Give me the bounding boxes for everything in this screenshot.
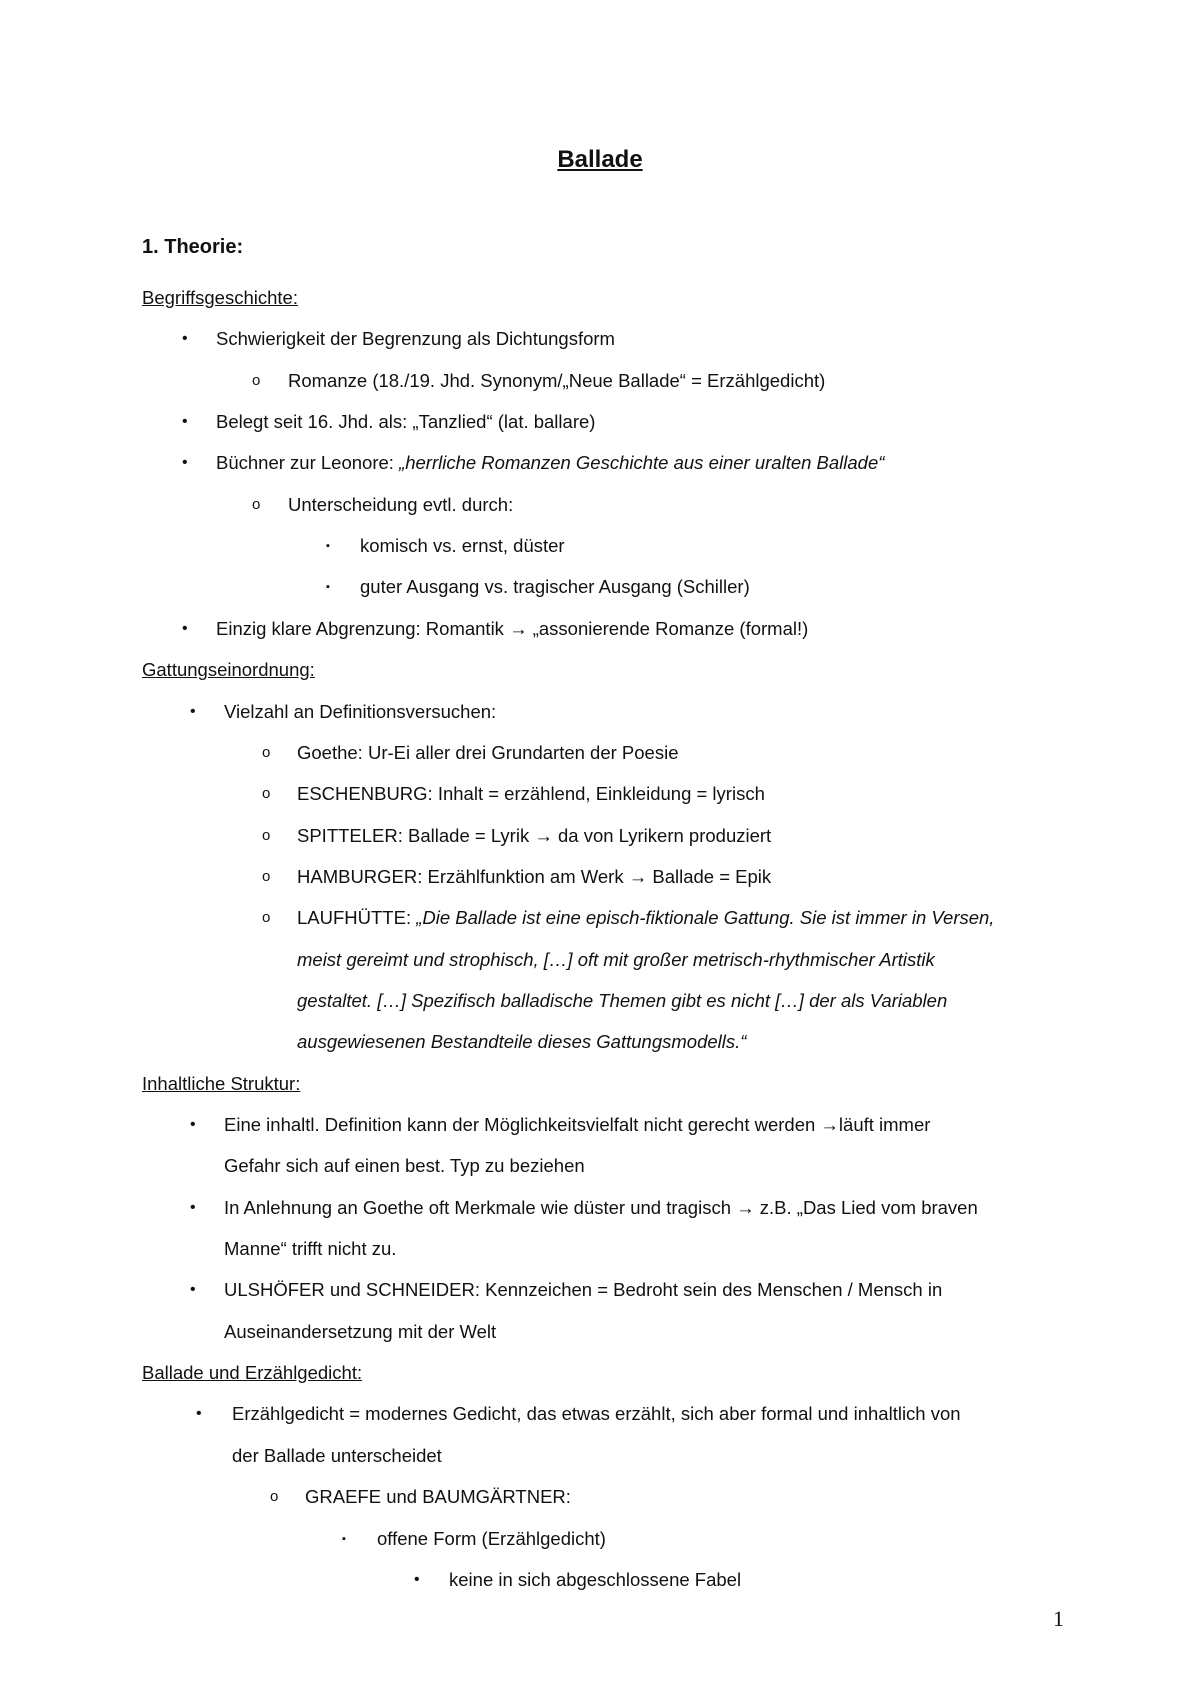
list-item-text: Erzählgedicht = modernes Gedicht, das etwas erzählt, sich aber formal und inhaltlich von: [232, 1403, 961, 1424]
list-item-text: Belegt seit 16. Jhd. als: „Tanzlied“ (lat. ballare): [216, 411, 596, 432]
list-item-text: keine in sich abgeschlossene Fabel: [449, 1569, 742, 1590]
list-bullet-icon: o: [252, 372, 261, 389]
list-item-text: Einzig klare Abgrenzung: Romantik → „assonierende Romanze (formal!): [216, 618, 809, 639]
list-bullet-icon: o: [262, 785, 271, 802]
list-item-text: komisch vs. ernst, düster: [360, 535, 565, 556]
quotation-text: „Die Ballade ist eine episch-fiktionale Gattung. Sie ist immer in Versen,: [416, 907, 995, 928]
list-item: [360, 534, 565, 558]
list-item: [224, 700, 496, 724]
list-item: [360, 575, 750, 599]
list-item-text: GRAEFE und BAUMGÄRTNER:: [305, 1486, 571, 1507]
list-item-text: der Ballade unterscheidet: [232, 1445, 442, 1466]
list-bullet-icon: o: [252, 496, 261, 513]
list-item-text: In Anlehnung an Goethe oft Merkmale wie düster und tragisch → z.B. „Das Lied vom braven: [224, 1197, 978, 1218]
list-bullet-icon: ▪: [326, 581, 330, 593]
subheading: [142, 1361, 362, 1385]
list-item-text: Ballade und Erzählgedicht:: [142, 1362, 363, 1383]
list-item: [297, 989, 947, 1013]
list-item: [232, 1402, 961, 1426]
list-item: [224, 1278, 942, 1302]
list-bullet-icon: o: [262, 868, 271, 885]
list-bullet-icon: o: [262, 827, 271, 844]
quotation-text: ausgewiesenen Bestandteile dieses Gattungsmodells.“: [297, 1031, 747, 1052]
list-item: [216, 451, 884, 475]
list-item-text: Auseinandersetzung mit der Welt: [224, 1321, 497, 1342]
list-bullet-icon: •: [182, 413, 188, 430]
list-item-text: Vielzahl an Definitionsversuchen:: [224, 701, 497, 722]
subheading: [142, 658, 315, 682]
list-item-text: Schwierigkeit der Begrenzung als Dichtungsform: [216, 328, 615, 349]
list-item-text: SPITTELER: Ballade = Lyrik → da von Lyrikern produziert: [297, 825, 772, 846]
list-item-text: ESCHENBURG: Inhalt = erzählend, Einkleidung = lyrisch: [297, 783, 765, 804]
list-bullet-icon: ▪: [342, 1533, 346, 1545]
list-bullet-icon: •: [414, 1571, 420, 1588]
subheading: [142, 286, 298, 310]
list-item: [224, 1320, 496, 1344]
subheading: [142, 1072, 300, 1096]
list-item-text: Gefahr sich auf einen best. Typ zu beziehen: [224, 1155, 585, 1176]
list-bullet-icon: •: [190, 1281, 196, 1298]
list-item: [232, 1444, 442, 1468]
document-title: Ballade: [557, 146, 643, 173]
list-item-text: Büchner zur Leonore:: [216, 452, 400, 473]
list-bullet-icon: ▪: [326, 540, 330, 552]
list-item: [297, 741, 679, 765]
list-item: [297, 865, 771, 889]
quotation-text: gestaltet. […] Spezifisch balladische Themen gibt es nicht […] der als Variablen: [297, 990, 948, 1011]
list-bullet-icon: •: [190, 1116, 196, 1133]
section-heading: 1. Theorie:: [142, 236, 244, 258]
quotation-text: meist gereimt und strophisch, […] oft mit großer metrisch-rhythmischer Artistik: [297, 949, 935, 970]
list-bullet-icon: o: [262, 909, 271, 926]
list-item-text: Romanze (18./19. Jhd. Synonym/„Neue Ballade“ = Erzählgedicht): [288, 370, 826, 391]
list-bullet-icon: o: [270, 1488, 279, 1505]
list-bullet-icon: o: [262, 744, 271, 761]
list-item: [297, 906, 994, 930]
list-item-text: Begriffsgeschichte:: [142, 287, 298, 308]
list-bullet-icon: •: [182, 620, 188, 637]
list-item: [297, 824, 771, 848]
list-bullet-icon: •: [190, 703, 196, 720]
list-item: [216, 327, 615, 351]
page-number: 1: [1053, 1606, 1064, 1631]
list-item: [224, 1154, 585, 1178]
list-bullet-icon: •: [196, 1405, 202, 1422]
list-item: [224, 1196, 978, 1220]
list-item-text: offene Form (Erzählgedicht): [377, 1528, 606, 1549]
quotation-text: „herrliche Romanzen Geschichte aus einer uralten Ballade“: [399, 452, 885, 473]
list-item: [224, 1113, 930, 1137]
list-item-text: ULSHÖFER und SCHNEIDER: Kennzeichen = Bedroht sein des Menschen / Mensch in: [224, 1279, 943, 1300]
list-item-text: Manne“ trifft nicht zu.: [224, 1238, 397, 1259]
list-item-text: LAUFHÜTTE:: [297, 907, 417, 928]
list-item: [288, 493, 513, 517]
list-item-text: Eine inhaltl. Definition kann der Möglichkeitsvielfalt nicht gerecht werden →läuft immer: [224, 1114, 931, 1135]
list-item-text: Goethe: Ur-Ei aller drei Grundarten der Poesie: [297, 742, 679, 763]
list-item: [224, 1237, 396, 1261]
list-item-text: Gattungseinordnung:: [142, 659, 315, 680]
list-item: [449, 1568, 741, 1592]
list-bullet-icon: •: [190, 1199, 196, 1216]
list-item-text: HAMBURGER: Erzählfunktion am Werk → Ballade = Epik: [297, 866, 772, 887]
list-item: [297, 782, 765, 806]
list-item: [288, 369, 825, 393]
list-item-text: Inhaltliche Struktur:: [142, 1073, 301, 1094]
list-item: [305, 1485, 571, 1509]
list-item: [216, 410, 595, 434]
list-item: [377, 1527, 606, 1551]
list-bullet-icon: •: [182, 454, 188, 471]
list-bullet-icon: •: [182, 330, 188, 347]
list-item: [297, 948, 935, 972]
list-item: [216, 617, 808, 641]
list-item-text: guter Ausgang vs. tragischer Ausgang (Schiller): [360, 576, 750, 597]
list-item-text: Unterscheidung evtl. durch:: [288, 494, 514, 515]
list-item: [297, 1030, 746, 1054]
